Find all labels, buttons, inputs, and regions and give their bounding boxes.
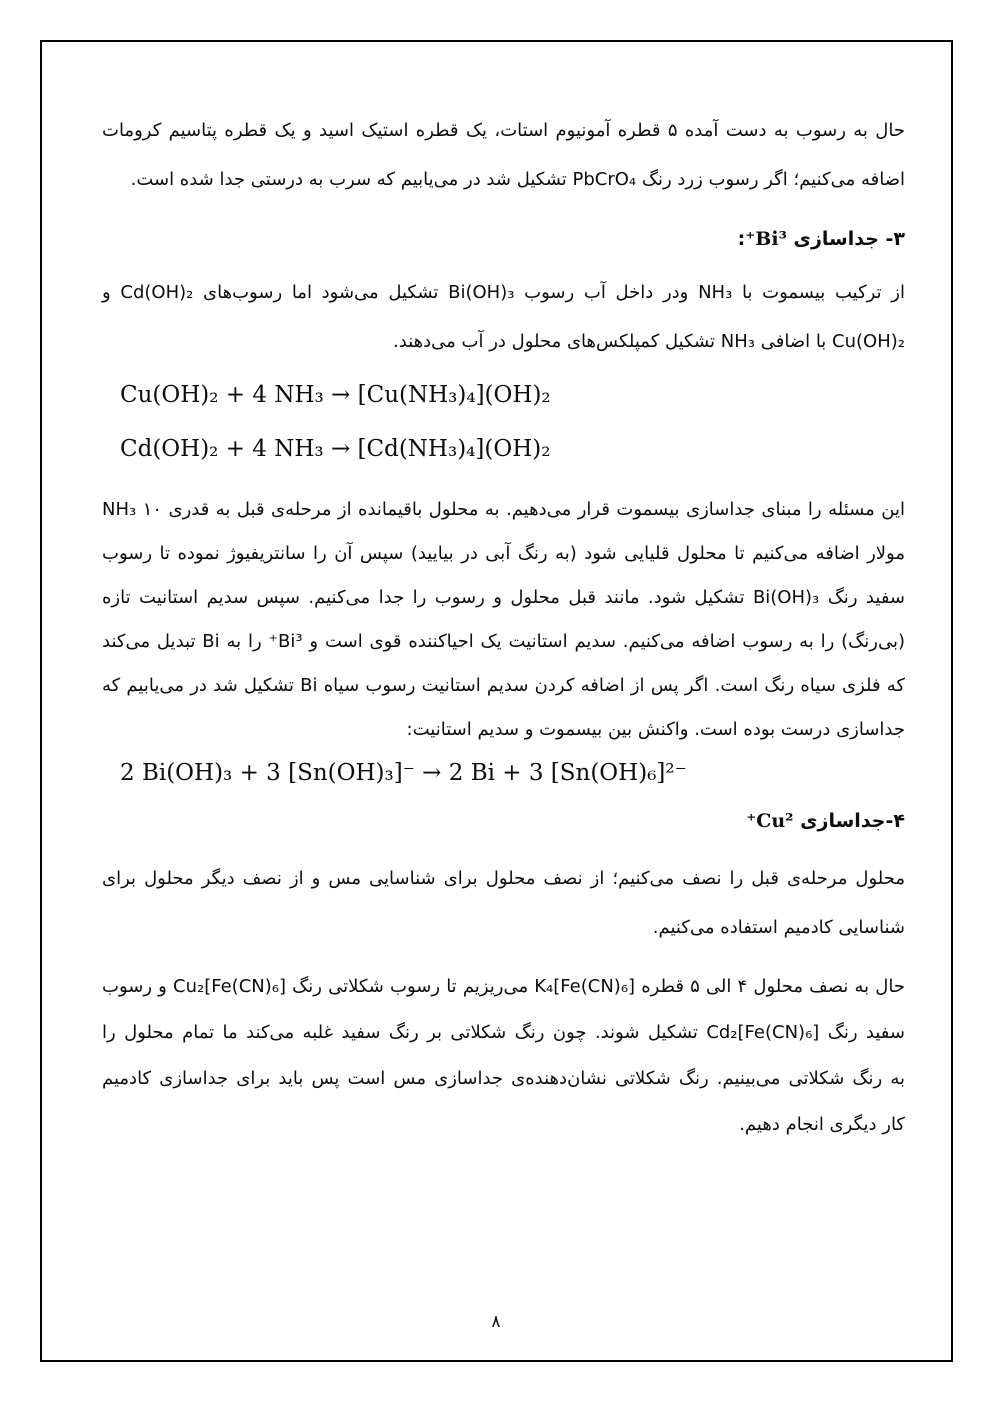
paragraph-bismuth-procedure [102, 488, 905, 752]
section-heading-bismuth-separation [102, 226, 905, 252]
heading-number-and-title: ۴-جداسازی [800, 810, 905, 832]
paragraph-lead-acetate-test [102, 106, 905, 204]
text-line: حال به نصف محلول ۴ الی ۵ قطره K₄[Fe(CN)₆] می‌ریزیم تا رسوب شکلاتی رنگ Cu₂[Fe(CN)₆] و رسوب [102, 976, 905, 997]
text-line: سفید رنگ Bi(OH)₃ تشکیل شود. مانند قبل محلول و رسوب را جدا می‌کنیم. سپس سدیم استانیت تازه [102, 587, 906, 608]
text-line: سفید رنگ Cd₂[Fe(CN)₆] تشکیل شوند. چون رنگ شکلاتی بر رنگ سفید غلبه می‌کند ما تمام محلول را [102, 1022, 905, 1043]
text-line: مولار اضافه می‌کنیم تا محلول قلیایی شود (به رنگ آبی در بیایید) سپس آن را سانتریفیوژ نموده تا رسوب [102, 543, 905, 564]
paragraph-ferrocyanide-test [102, 964, 905, 1148]
text-line: محلول مرحله‌ی قبل را نصف می‌کنیم؛ از نصف محلول برای شناسایی مس و از نصف دیگر محلول برای [102, 868, 905, 889]
page-number: ۸ [491, 1312, 501, 1332]
text-line: (بی‌رنگ) را به رسوب اضافه می‌کنیم. سدیم استانیت یک احیاکننده قوی است و Bi³⁺ را به Bi تبدیل می‌کند [102, 631, 905, 652]
text-line: از ترکیب بیسموت با NH₃ ودر داخل آب رسوب Bi(OH)₃ تشکیل می‌شود اما رسوب‌های Cd(OH)₂ و [102, 282, 905, 303]
chemical-equation-copper-ammine: Cu(OH)₂ + 4 NH₃ → [Cu(NH₃)₄](OH)₂ [120, 382, 551, 408]
text-line: جداسازی درست بوده است. واکنش بین بیسموت و سدیم استانیت: [406, 719, 905, 740]
document-content [102, 106, 905, 1148]
text-line: حال به رسوب به دست آمده ۵ قطره آمونیوم استات، یک قطره استیک اسید و یک قطره پتاسیم کرومات [102, 120, 906, 141]
paragraph-split-solution [102, 854, 905, 952]
heading-colon: : [737, 228, 746, 250]
paragraph-bismuth-ammonia [102, 268, 905, 366]
text-line: شناسایی کادمیم استفاده می‌کنیم. [652, 917, 905, 938]
text-line: Cu(OH)₂ با اضافی NH₃ تشکیل کمپلکس‌های محلول در آب می‌دهند. [393, 331, 905, 352]
text-line: که فلزی سیاه رنگ است. اگر پس از اضافه کردن سدیم استانیت رسوب سیاه Bi تشکیل شد در می‌یابیم که [102, 675, 906, 696]
chemical-equation-bismuth-stannite: 2 Bi(OH)₃ + 3 [Sn(OH)₃]⁻ → 2 Bi + 3 [Sn(OH)₆]²⁻ [120, 760, 687, 786]
text-line: این مسئله را مبنای جداسازی بیسموت قرار می‌دهیم. به محلول باقیمانده از مرحله‌ی قبل به قدری ۱۰ NH₃ [102, 499, 905, 520]
heading-number-and-title: ۳- جداسازی [793, 228, 905, 250]
text-line: کار دیگری انجام دهیم. [739, 1114, 905, 1135]
text-line: به رنگ شکلاتی می‌بینیم. رنگ شکلاتی نشان‌دهنده‌ی جداسازی مس است پس باید برای جداسازی کادمیم [102, 1068, 905, 1089]
chemical-equation-cadmium-ammine: Cd(OH)₂ + 4 NH₃ → [Cd(NH₃)₄](OH)₂ [120, 436, 551, 462]
text-line: اضافه می‌کنیم؛ اگر رسوب زرد رنگ PbCrO₄ تشکیل شد در می‌یابیم که سرب به درستی جدا شده است. [130, 169, 905, 190]
copper-ion-formula: Cu²⁺ [746, 810, 794, 832]
bismuth-ion-formula: Bi³⁺ [745, 228, 787, 250]
section-heading-copper-separation [102, 808, 905, 834]
